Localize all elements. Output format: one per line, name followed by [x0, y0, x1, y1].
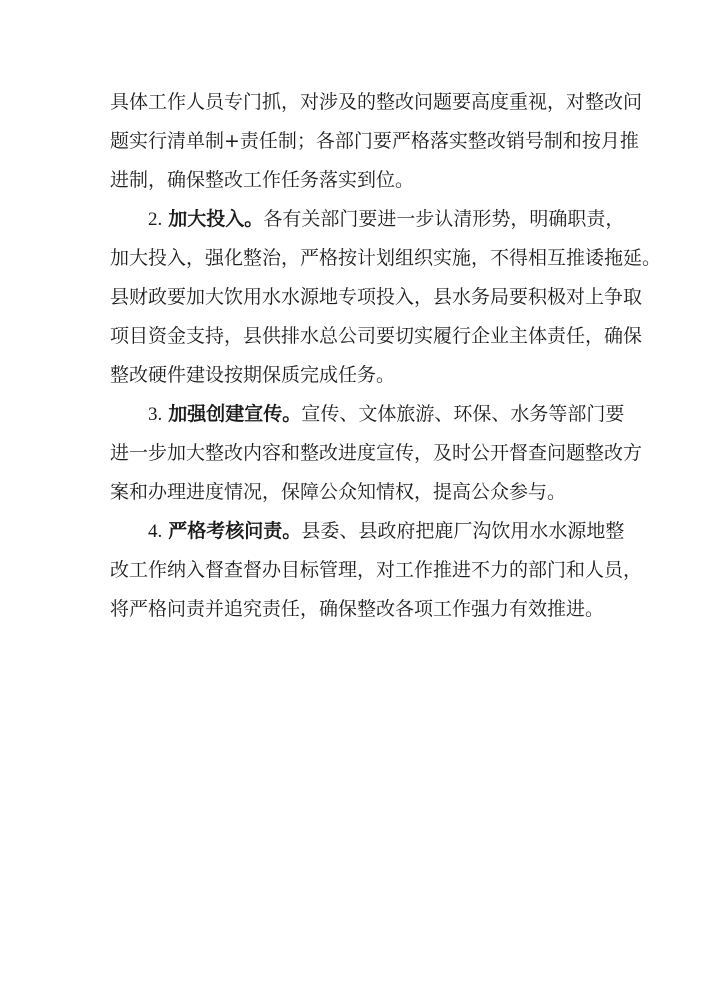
text-line: 题实行清单制+责任制；各部门要严格落实整改销号制和按月推: [110, 130, 639, 152]
text-line: 案和办理进度情况，保障公众知情权，提高公众参与。: [110, 481, 567, 503]
item-heading: 严格考核问责。: [168, 520, 302, 542]
paragraph-1: [110, 83, 643, 200]
text-line: 进一步加大整改内容和整改进度宣传，及时公开督查问题整改方: [110, 442, 643, 464]
paragraph-first-line: [110, 512, 625, 551]
text-line: 改工作纳入督查督办目标管理，对工作推进不力的部门和人员，: [110, 559, 643, 581]
item-number: 2.: [148, 209, 163, 230]
text-line: 县财政要加大饮用水水源地专项投入，县水务局要积极对上争取: [110, 286, 643, 308]
text-line: 加大投入，强化整治，严格按计划组织实施，不得相互推诿拖延。: [110, 247, 662, 269]
item-text: 各有关部门要进一步认清形势，明确职责，: [263, 208, 625, 230]
item-number: 3.: [148, 404, 163, 425]
paragraph-3: [110, 395, 643, 512]
item-heading: 加强创建宣传。: [168, 403, 302, 425]
item-heading: 加大投入。: [168, 208, 264, 230]
text-line: 整改硬件建设按期保质完成任务。: [110, 364, 396, 386]
text-line: 将严格问责并追究责任，确保整改各项工作强力有效推进。: [110, 598, 605, 620]
paragraph-2: [110, 200, 662, 395]
item-text: 县委、县政府把鹿厂沟饮用水水源地整: [301, 520, 625, 542]
paragraph-first-line: [110, 395, 625, 434]
item-number: 4.: [148, 521, 163, 542]
text-line: 项目资金支持，县供排水总公司要切实履行企业主体责任，确保: [110, 325, 643, 347]
text-line: 进制，确保整改工作任务落实到位。: [110, 169, 415, 191]
document-body: [110, 83, 662, 629]
item-text: 宣传、文体旅游、环保、水务等部门要: [301, 403, 625, 425]
paragraph-first-line: [110, 200, 625, 239]
paragraph-4: [110, 512, 643, 629]
text-line: 具体工作人员专门抓，对涉及的整改问题要高度重视，对整改问: [110, 91, 643, 113]
